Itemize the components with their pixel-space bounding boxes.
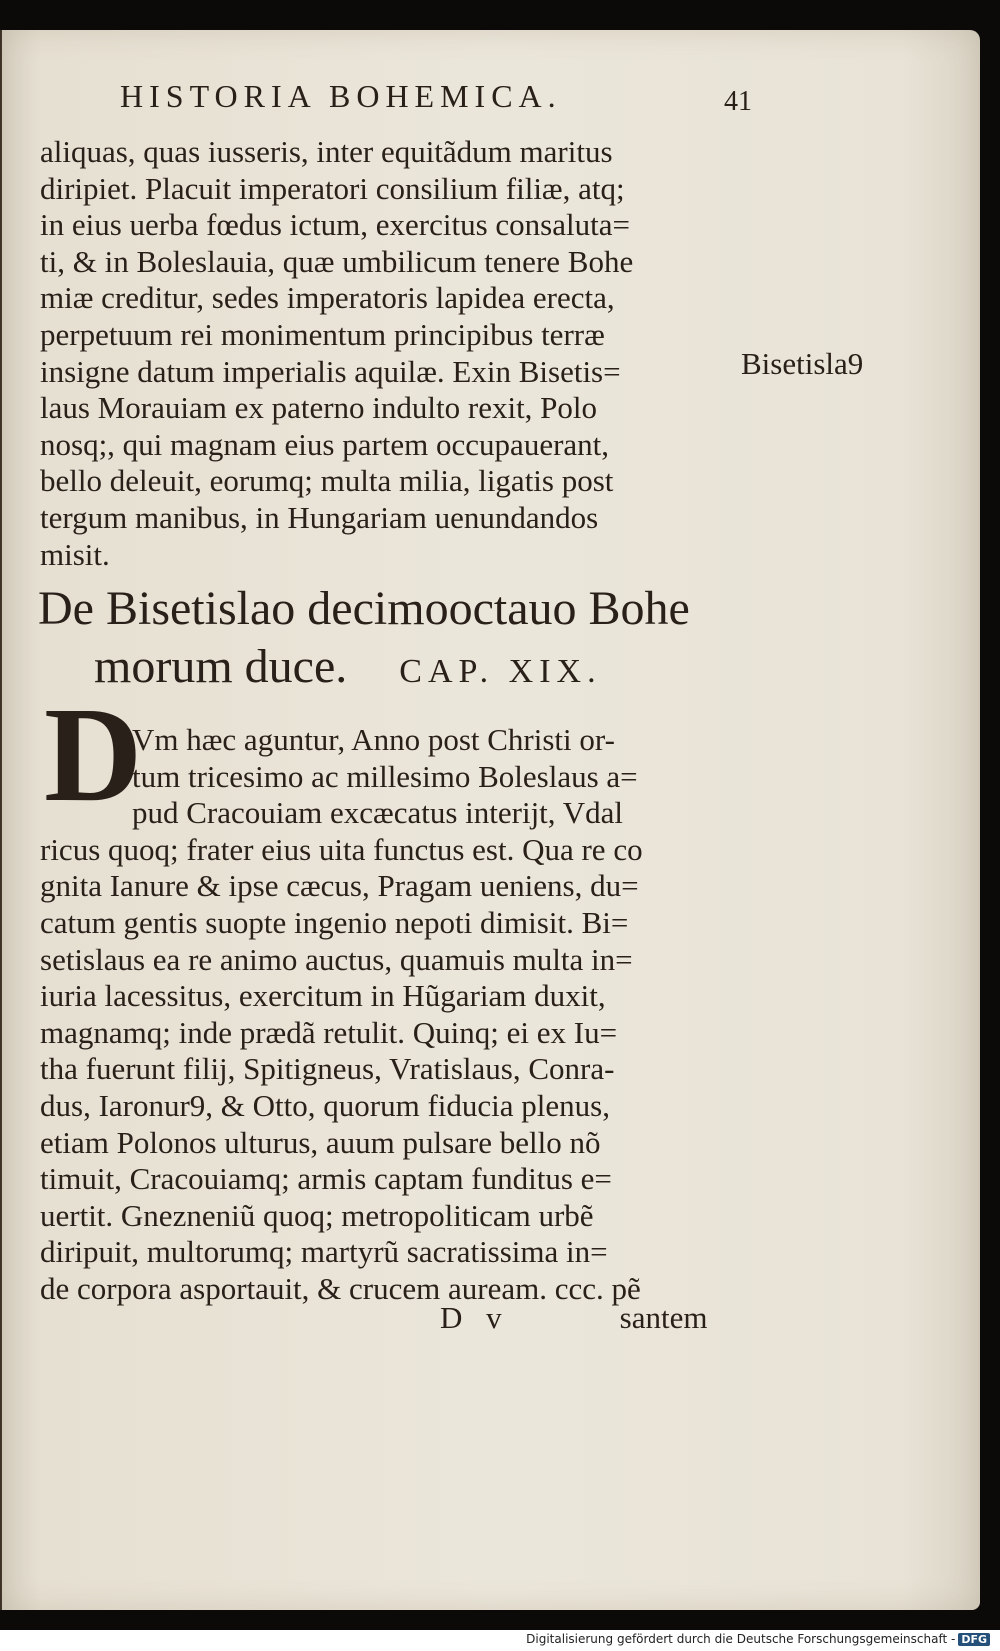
text-line: bello deleuit, eorumq; multa milia, ligatis post xyxy=(40,463,614,499)
text-line: iuria lacessitus, exercitum in Hũgariam duxit, xyxy=(40,978,606,1014)
text-line: de corpora asportauit, & crucem auream. ccc. pẽ xyxy=(40,1270,641,1306)
text-line: aliquas, quas iusseris, inter equitãdum maritus xyxy=(40,134,613,169)
catchword: santem xyxy=(619,1300,708,1335)
running-head: HISTORIA BOHEMICA. xyxy=(120,78,562,114)
dfg-logo: DFG xyxy=(958,1633,990,1646)
text-line: setislaus ea re animo auctus, quamuis multa in= xyxy=(40,941,633,977)
text-line: diripiet. Placuit imperatori consilium filiæ, atq; xyxy=(40,170,625,206)
text-line: magnamq; inde prædã retulit. Quinq; ei ex Iu= xyxy=(40,1014,618,1050)
text-line: tum tricesimo ac millesimo Boleslaus a= xyxy=(132,758,638,794)
text-line: nosq;, qui magnam eius partem occupauerant, xyxy=(40,426,610,462)
text-line: laus Morauiam ex paterno indulto rexit, Polo xyxy=(40,390,598,426)
text-line: misit. xyxy=(40,536,110,572)
text-line: dus, Iaronur9, & Otto, quorum fiducia plenus, xyxy=(40,1087,610,1123)
text-line: insigne datum imperialis aquilæ. Exin Bisetis= xyxy=(40,353,621,389)
page-number: 41 xyxy=(724,86,752,117)
drop-capital: D xyxy=(44,680,143,830)
chapter-title-line1: De Bisetislao decimooctauo Bohe xyxy=(38,582,690,635)
catchwords xyxy=(440,1300,707,1336)
footer-credit xyxy=(526,1632,990,1646)
text-line: gnita Ianure & ipse cæcus, Pragam ueniens, du= xyxy=(40,868,639,904)
marginal-note: Bisetisla9 xyxy=(741,346,864,381)
chapter-title-line2: morum duce. xyxy=(94,640,348,693)
text-line: ti, & in Boleslauia, quæ umbilicum tenere Bohe xyxy=(40,243,634,279)
text-line: tha fuerunt filij, Spitigneus, Vratislaus, Conra- xyxy=(40,1051,615,1087)
text-line: perpetuum rei monimentum principibus terræ xyxy=(40,316,605,352)
chapter-number: CAP. XIX. xyxy=(399,653,602,690)
text-line: tergum manibus, in Hungariam uenundandos xyxy=(40,499,599,535)
chapter-body-paragraph xyxy=(40,722,643,1308)
paragraph-continuation xyxy=(40,134,633,573)
signature-mark: D v xyxy=(440,1300,510,1335)
footer-credit-text: Digitalisierung gefördert durch die Deutsche Forschungsgemeinschaft - xyxy=(526,1632,956,1646)
text-line: etiam Polonos ulturus, auum pulsare bello nõ xyxy=(40,1124,601,1160)
text-line: ricus quoq; frater eius uita functus est. Qua re co xyxy=(40,831,643,867)
text-line: in eius uerba fœdus ictum, exercitus consaluta= xyxy=(40,207,630,243)
text-line: Vm hæc aguntur, Anno post Christi or- xyxy=(132,722,615,757)
footer-bar xyxy=(0,1630,1000,1651)
text-line: timuit, Cracouiamq; armis captam funditus e= xyxy=(40,1161,612,1197)
text-line: uertit. Gnezneniũ quoq; metropoliticam urbẽ xyxy=(40,1197,594,1233)
text-line: miæ creditur, sedes imperatoris lapidea erecta, xyxy=(40,280,615,316)
text-line: diripuit, multorumq; martyrũ sacratissima in= xyxy=(40,1234,608,1270)
text-line: pud Cracouiam excæcatus interijt, Vdal xyxy=(132,795,623,831)
text-line: catum gentis suopte ingenio nepoti dimisit. Bi= xyxy=(40,904,629,940)
